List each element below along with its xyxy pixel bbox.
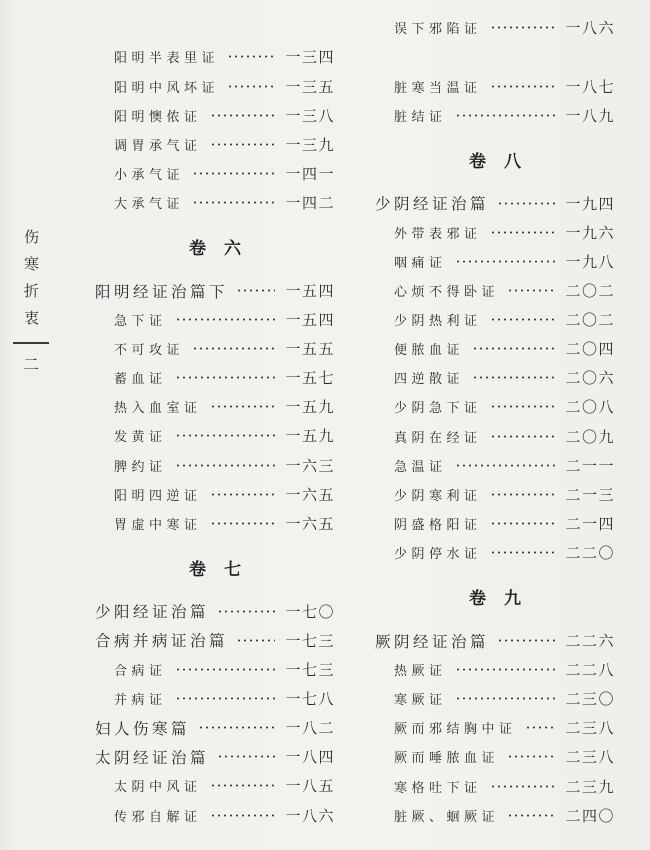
toc-entry [95,159,335,188]
toc-entry [375,101,615,130]
toc-entry-page: 二〇八 [565,398,615,417]
toc-entry-page: 一五四 [285,311,335,330]
dot-leader [490,405,556,408]
toc-entry-page: 二二〇 [565,543,615,562]
toc-entry-page: 一八六 [285,806,335,825]
toc-entry-page: 二一一 [565,456,615,475]
toc-entry [95,684,335,713]
toc-entry-title: 急温证 [394,459,447,475]
toc-entry-title: 寒厥证 [394,693,447,709]
toc-entry [375,392,615,421]
toc-entry-page: 一九四 [565,194,615,213]
dot-leader [525,726,556,729]
dot-leader [507,755,555,758]
dot-leader [198,726,275,729]
dot-leader [175,697,276,700]
toc-entry-page: 一七三 [285,661,335,680]
dot-leader [490,435,556,438]
toc-entry-title: 大承气证 [114,196,185,212]
toc-entry [375,480,615,509]
toc-entry-title: 太阴中风证 [114,780,202,796]
toc-entry-page: 二〇四 [565,340,615,359]
toc-entry-title: 太阴经证治篇 [95,748,210,767]
toc-entry-title: 脏厥、蛔厥证 [394,809,500,825]
dot-leader [210,143,276,146]
toc-entry [375,334,615,363]
toc-entry-title: 少阴停水证 [394,546,482,562]
dot-leader [472,347,555,350]
toc-entry-title: 厥而邪结胸中证 [394,722,517,738]
toc-section-entry [375,189,615,218]
dot-leader [490,785,556,788]
toc-entry-page: 一六五 [285,514,335,533]
toc-entry-title: 阴盛格阳证 [394,517,482,533]
toc-entry [95,363,335,392]
toc-entry [95,509,335,538]
dot-leader [227,55,275,58]
dot-leader [210,814,276,817]
toc-volume-group [95,538,335,830]
dot-leader [455,260,556,263]
toc-entry [95,480,335,509]
toc-entry [95,101,335,130]
toc-entry-page: 一七八 [285,690,335,709]
dot-leader [236,289,275,292]
toc-volume-group [375,130,615,567]
toc-entry-page: 二三八 [565,748,615,767]
toc-entry-title: 阳明半表里证 [114,51,220,67]
toc-entry [95,71,335,100]
toc-entry-title: 并病证 [114,693,167,709]
dot-leader [490,493,556,496]
toc-entry-title: 阳明经证治篇下 [95,282,229,301]
toc-entry-title: 蓄血证 [114,372,167,388]
toc-entry-title: 厥阴经证治篇 [375,632,490,651]
toc-entry-title: 脏结证 [394,109,447,125]
toc-entry-title: 妇人伤寒篇 [95,719,191,738]
toc-entry-page: 一八六 [565,19,615,38]
toc-entry [375,742,615,771]
toc-entry [375,538,615,567]
toc-entry [375,713,615,742]
toc-entry-title: 少阴热利证 [394,314,482,330]
dot-leader [210,522,276,525]
toc-entry-page: 二三八 [565,719,615,738]
toc-entry [375,72,615,101]
toc-entry-title: 调胃承气证 [114,138,202,154]
toc-entry [375,509,615,538]
margin-divider [13,342,49,344]
toc-entry-title: 脾约证 [114,459,167,475]
toc-entry [375,801,615,830]
toc-entry-page: 一七三 [285,631,335,650]
dot-leader [210,493,276,496]
dot-leader [175,434,276,437]
dot-leader [175,376,276,379]
dot-leader [455,668,556,671]
toc-entry-page: 一八七 [565,77,615,96]
toc-entry [95,421,335,450]
dot-leader [210,114,276,117]
toc-section-entry [95,626,335,655]
toc-entry-page: 一四二 [285,193,335,212]
dot-leader [490,85,556,88]
toc-entry-title: 真阴在经证 [394,430,482,446]
toc-entry-page: 二一三 [565,485,615,504]
toc-entry-page: 一六三 [285,456,335,475]
toc-entry-title: 合病证 [114,664,167,680]
dot-leader [175,668,276,671]
toc-entry-title: 不可攻证 [114,343,185,359]
toc-entry-page: 二〇二 [565,311,615,330]
toc-entry-page: 二〇六 [565,369,615,388]
toc-entry-title: 少阳经证治篇 [95,603,210,622]
toc-section-entry [95,713,335,742]
toc-entry-title: 咽痛证 [394,256,447,271]
toc-entry-page: 二三九 [565,777,615,796]
toc-entry-title: 误下邪陷证 [394,22,482,38]
toc-entry-page: 一三九 [285,135,335,154]
toc-volume-group [375,567,615,830]
toc-entry [95,334,335,363]
dot-leader [227,85,275,88]
dot-leader [192,347,275,350]
toc-entry [95,800,335,829]
dot-leader [217,755,275,758]
toc-entry-page: 一三五 [285,77,335,96]
toc-entry-title: 心烦不得卧证 [394,285,500,301]
toc-entry-title: 少阴急下证 [394,401,482,417]
dot-leader [455,464,556,467]
toc-entry-page: 二二八 [565,661,615,680]
toc-entry-page: 一三八 [285,106,335,125]
toc-entry [375,451,615,480]
toc-entry-page: 一五五 [285,340,335,359]
dot-leader [455,697,556,700]
toc-entry-page: 一三四 [285,48,335,67]
toc-entry-page: 二一四 [565,514,615,533]
toc-entry-page: 一八九 [565,106,615,125]
toc-entry-title: 发黄证 [114,430,167,446]
toc-entry-title: 急下证 [114,314,167,330]
toc-volume-group [375,13,615,129]
toc-entry-page: 二二六 [565,632,615,651]
toc-column-right [375,13,615,829]
toc-entry-page: 一五九 [285,427,335,446]
dot-leader [507,814,555,817]
dot-leader [497,202,555,205]
dot-leader [490,231,556,234]
dot-leader [175,464,276,467]
toc-entry-title: 外带表邪证 [394,226,482,242]
dot-leader [192,172,275,175]
toc-entry-page: 一六五 [285,485,335,504]
toc-entry-title: 热厥证 [394,664,447,680]
toc-entry [375,218,615,247]
dot-leader [490,522,556,525]
toc-entry [375,684,615,713]
toc-entry-title: 阳明懊侬证 [114,109,202,125]
toc-entry-page: 一五四 [285,282,335,300]
toc-entry-page: 一八二 [285,719,335,738]
toc-entry [95,305,335,334]
toc-section-entry [95,276,335,305]
dot-leader [236,639,275,642]
toc-entry-page: 一九八 [565,253,615,271]
toc-volume-group [95,42,335,217]
toc-entry [95,130,335,159]
toc-section-entry [95,742,335,771]
toc-entry-page: 一八四 [285,748,335,767]
dot-leader [217,610,275,613]
toc-entry-title: 传邪自解证 [114,809,202,825]
volume-heading: 卷 九 [469,588,527,609]
toc-entry-page: 一五七 [285,369,335,388]
toc-entry [95,42,335,71]
page-number: 二 [23,355,40,374]
toc-entry-page: 一八五 [285,777,335,796]
toc-entry-page: 一九六 [565,223,615,242]
volume-heading: 卷 八 [469,151,527,172]
toc-entry-title: 胃虚中寒证 [114,517,202,533]
toc-entry-title: 少阴寒利证 [394,488,482,504]
dot-leader [507,289,555,292]
running-book-title: 伤寒折衷 [22,229,40,337]
dot-leader [175,318,276,321]
toc-entry-page: 二〇九 [565,427,615,446]
dot-leader [192,201,275,204]
dot-leader [490,551,556,554]
dot-leader [210,405,276,408]
toc-volume-group [95,217,335,538]
dot-leader [490,26,556,29]
toc-entry [95,771,335,800]
toc-section-entry [95,597,335,626]
toc-entry-title: 合病并病证治篇 [95,632,229,651]
toc-entry [95,655,335,684]
toc-entry [375,13,615,42]
toc-entry-page: 二三〇 [565,690,615,709]
volume-heading: 卷 七 [189,559,247,580]
toc-entry-page: 一四一 [285,164,335,183]
dot-leader [455,114,556,117]
volume-heading: 卷 六 [189,238,247,259]
toc-entry-title: 四逆散证 [394,372,465,388]
dot-leader [497,639,555,642]
toc-entry-title: 少阴经证治篇 [375,195,490,214]
toc-entry-page: 一五九 [285,398,335,417]
toc-entry-page: 一七〇 [285,602,335,621]
toc-section-entry [375,626,615,655]
toc-entry-page: 二四〇 [565,806,615,825]
toc-entry [375,247,615,276]
toc-entry [375,422,615,451]
toc-entry-title: 热入血室证 [114,401,202,417]
dot-leader [490,318,556,321]
toc-entry-title: 小承气证 [114,167,185,183]
toc-entry [375,771,615,800]
dot-leader [472,376,555,379]
toc-entry-title: 脏寒当温证 [394,80,482,96]
dot-leader [210,784,276,787]
toc-entry-title: 阳明中风坏证 [114,80,220,96]
toc-entry-page: 二〇二 [565,282,615,301]
toc-entry [375,363,615,392]
toc-entry-title: 厥而唾脓血证 [394,751,500,767]
toc-entry [375,305,615,334]
toc-entry [375,655,615,684]
toc-entry [95,451,335,480]
toc-entry-title: 便脓血证 [394,343,465,359]
toc-entry-title: 阳明四逆证 [114,488,202,504]
toc-entry [375,276,615,305]
toc-entry [95,188,335,217]
toc-column-left [95,42,335,829]
toc-entry-title: 寒格吐下证 [394,780,482,796]
toc-entry [95,392,335,421]
